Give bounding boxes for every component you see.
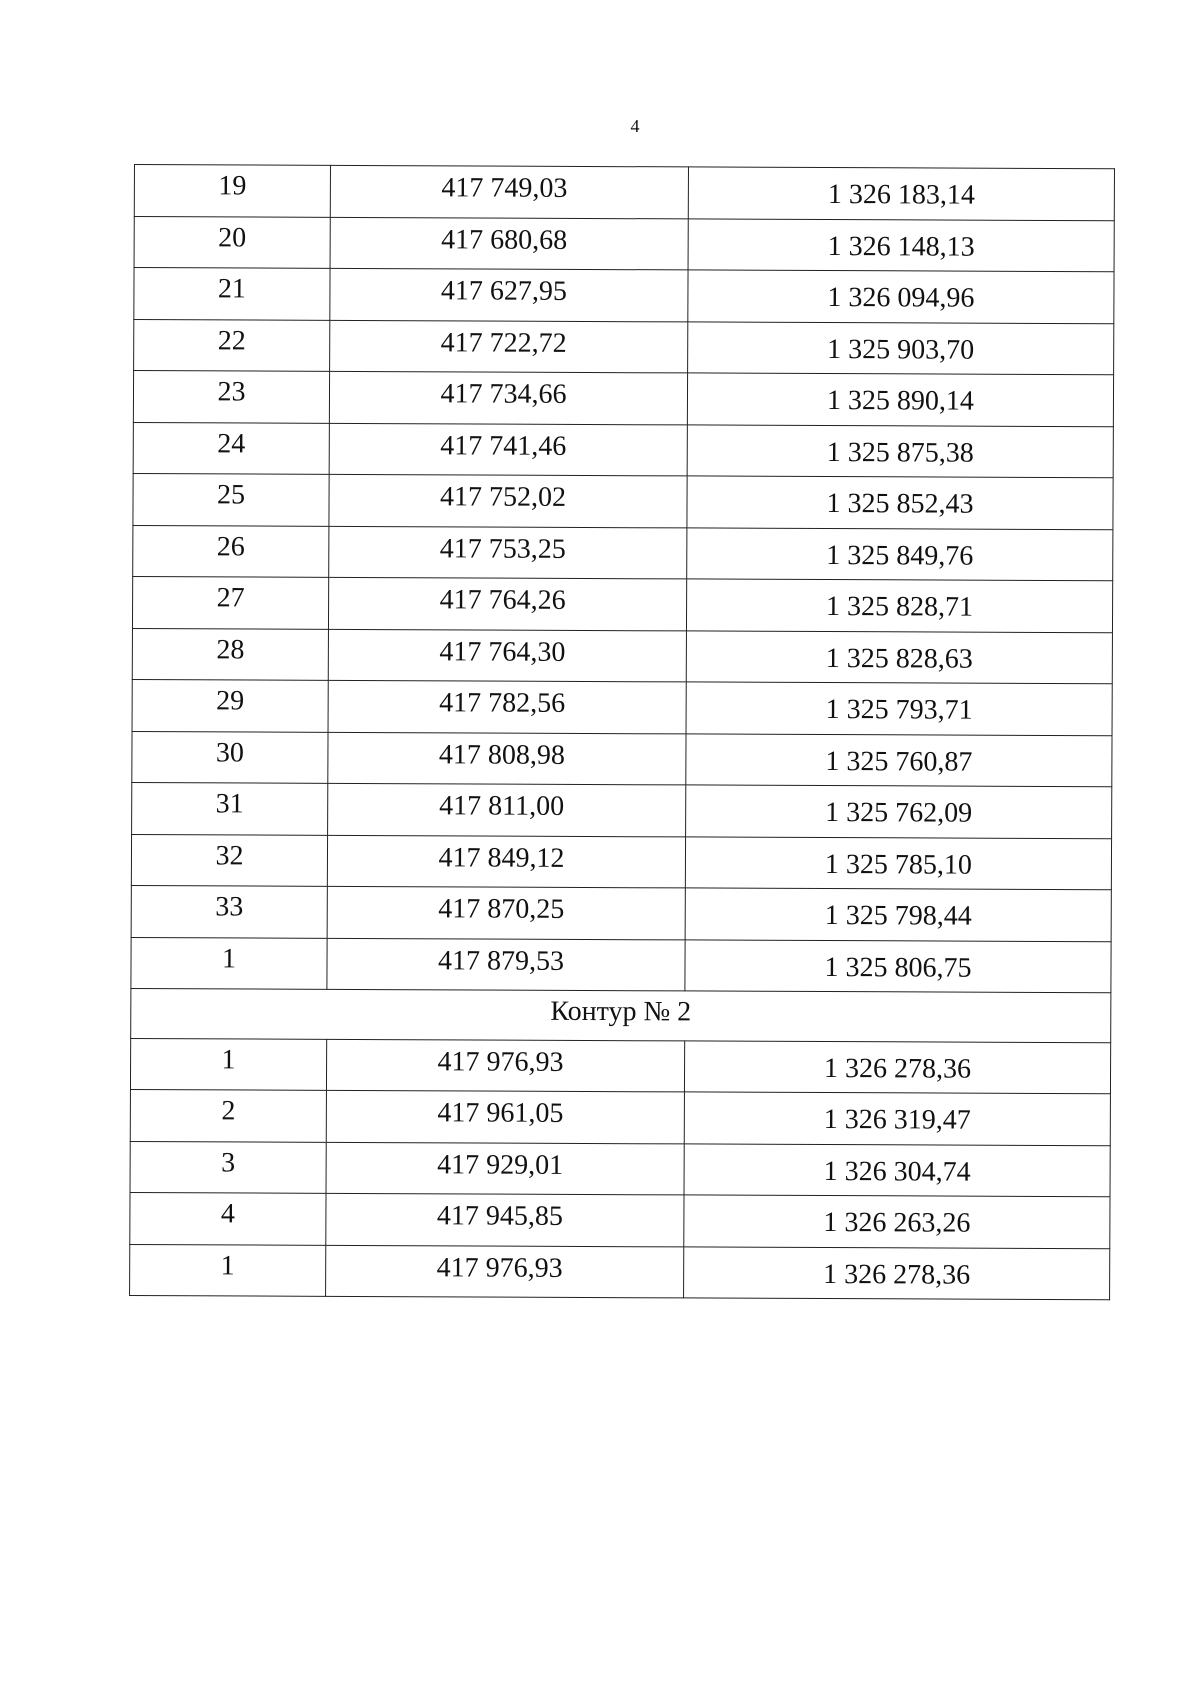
- point-number-cell: 26: [133, 525, 329, 577]
- y-coordinate-cell: 1 325 849,76: [687, 527, 1113, 580]
- y-coordinate-cell: 1 326 148,13: [688, 218, 1114, 271]
- x-coordinate-cell: 417 945,85: [326, 1193, 684, 1246]
- y-coordinate-cell: 1 325 828,63: [686, 630, 1112, 683]
- table-row: [133, 371, 1113, 427]
- table-row: [133, 473, 1113, 529]
- point-number-cell: 1: [130, 1244, 326, 1296]
- x-coordinate-cell: 417 782,56: [328, 680, 686, 733]
- table-row: [134, 216, 1114, 272]
- y-coordinate-cell: 1 325 828,71: [686, 579, 1112, 632]
- table-row: [130, 1192, 1110, 1248]
- y-coordinate-cell: 1 326 304,74: [684, 1143, 1110, 1196]
- table-row: [133, 525, 1113, 581]
- table-row: [131, 885, 1111, 941]
- point-number-cell: 20: [134, 216, 330, 268]
- x-coordinate-cell: 417 753,25: [329, 526, 687, 579]
- point-number-cell: 23: [133, 371, 329, 423]
- point-number-cell: 22: [134, 319, 330, 371]
- table-row: [130, 1244, 1110, 1300]
- point-number-cell: 21: [134, 268, 330, 320]
- contour-heading: Контур № 2: [131, 988, 1111, 1042]
- point-number-cell: 30: [132, 731, 328, 783]
- x-coordinate-cell: 417 627,95: [330, 268, 688, 321]
- y-coordinate-cell: 1 325 890,14: [687, 373, 1113, 426]
- point-number-cell: 27: [132, 576, 328, 628]
- point-number-cell: 3: [130, 1141, 326, 1193]
- y-coordinate-cell: 1 325 806,75: [685, 939, 1111, 992]
- point-number-cell: 24: [133, 422, 329, 474]
- y-coordinate-cell: 1 325 903,70: [688, 321, 1114, 374]
- y-coordinate-cell: 1 326 319,47: [684, 1092, 1110, 1145]
- y-coordinate-cell: 1 326 094,96: [688, 270, 1114, 323]
- table-row: [131, 834, 1111, 890]
- x-coordinate-cell: 417 870,25: [327, 886, 685, 939]
- x-coordinate-cell: 417 749,03: [330, 165, 688, 218]
- y-coordinate-cell: 1 326 263,26: [684, 1195, 1110, 1248]
- point-number-cell: 32: [131, 834, 327, 886]
- y-coordinate-cell: 1 325 793,71: [686, 682, 1112, 735]
- table-row: [134, 319, 1114, 375]
- x-coordinate-cell: 417 764,30: [328, 629, 686, 682]
- x-coordinate-cell: 417 976,93: [326, 1245, 684, 1298]
- table-row: [131, 937, 1111, 993]
- y-coordinate-cell: 1 325 760,87: [686, 733, 1112, 786]
- point-number-cell: 4: [130, 1192, 326, 1244]
- table-row: [132, 731, 1112, 787]
- x-coordinate-cell: 417 734,66: [329, 371, 687, 424]
- point-number-cell: 31: [132, 782, 328, 834]
- y-coordinate-cell: 1 326 278,36: [684, 1246, 1110, 1299]
- x-coordinate-cell: 417 849,12: [327, 835, 685, 888]
- x-coordinate-cell: 417 680,68: [330, 217, 688, 270]
- table-row: [130, 1141, 1110, 1197]
- y-coordinate-cell: 1 325 762,09: [686, 785, 1112, 838]
- point-number-cell: 28: [132, 628, 328, 680]
- table-row: [132, 576, 1112, 632]
- table-row: [132, 782, 1112, 838]
- point-number-cell: 29: [132, 679, 328, 731]
- table-row: [132, 679, 1112, 735]
- x-coordinate-cell: 417 741,46: [329, 423, 687, 476]
- x-coordinate-cell: 417 752,02: [329, 474, 687, 527]
- table-row: [134, 268, 1114, 324]
- y-coordinate-cell: 1 326 278,36: [684, 1040, 1110, 1093]
- point-number-cell: 1: [130, 1038, 326, 1090]
- x-coordinate-cell: 417 811,00: [328, 783, 686, 836]
- table-row: [130, 1089, 1110, 1145]
- x-coordinate-cell: 417 808,98: [328, 732, 686, 785]
- table-row: [134, 165, 1114, 221]
- page-number: 4: [630, 116, 640, 136]
- y-coordinate-cell: 1 325 798,44: [685, 888, 1111, 941]
- y-coordinate-cell: 1 325 875,38: [687, 424, 1113, 477]
- y-coordinate-cell: 1 325 785,10: [685, 836, 1111, 889]
- x-coordinate-cell: 417 879,53: [327, 938, 685, 991]
- table-row: [132, 628, 1112, 684]
- point-number-cell: 1: [131, 937, 327, 989]
- coordinates-table: [129, 164, 1115, 1300]
- x-coordinate-cell: 417 961,05: [326, 1090, 684, 1143]
- x-coordinate-cell: 417 976,93: [326, 1039, 684, 1092]
- point-number-cell: 19: [134, 165, 330, 217]
- y-coordinate-cell: 1 326 183,14: [688, 167, 1114, 220]
- x-coordinate-cell: 417 722,72: [330, 320, 688, 373]
- x-coordinate-cell: 417 764,26: [328, 577, 686, 630]
- section-row: [131, 988, 1111, 1042]
- x-coordinate-cell: 417 929,01: [326, 1142, 684, 1195]
- y-coordinate-cell: 1 325 852,43: [687, 476, 1113, 529]
- point-number-cell: 2: [130, 1089, 326, 1141]
- point-number-cell: 33: [131, 885, 327, 937]
- table-row: [133, 422, 1113, 478]
- table-row: [130, 1038, 1110, 1094]
- point-number-cell: 25: [133, 473, 329, 525]
